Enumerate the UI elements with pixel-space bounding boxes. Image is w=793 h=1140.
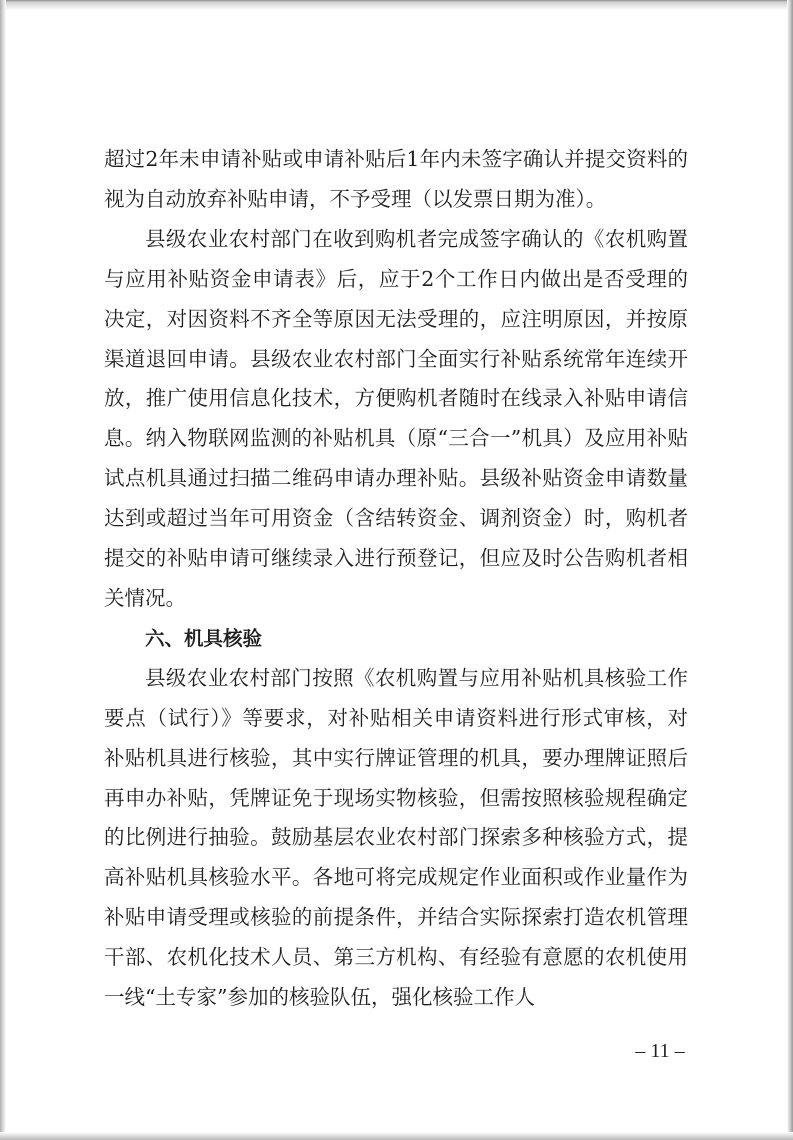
scan-border-right <box>787 0 793 1140</box>
paragraph-application-acceptance: 县级农业农村部门在收到购机者完成签字确认的《农机购置与应用补贴资金申请表》后，应于2个工作日内做出是否受理的决定，对因资料不齐全等原因无法受理的，应注明原因，并按原渠道退回申请。县级农业农村部门全面实行补贴系统常年连续开放，推广使用信息化技术，方便购机者随时在线录入补贴申请信息。纳入物联网监测的补贴机具（原“三合一”机具）及应用补贴试点机具通过扫描二维码申请办理补贴。县级补贴资金申请数量达到或超过当年可用资金（含结转资金、调剂资金）时，购机者提交的补贴申请可继续录入进行预登记，但应及时公告购机者相关情况。 <box>104 226 688 610</box>
paragraph-continuation: 超过2年未申请补贴或申请补贴后1年内未签字确认并提交资料的视为自动放弃补贴申请，不予受理（以发票日期为准）。 <box>104 147 688 211</box>
page-number: – 11 – <box>635 1040 685 1062</box>
section-heading-machine-inspection: 六、机具核验 <box>145 626 263 650</box>
scan-border-left <box>0 0 6 1140</box>
paragraph-machine-inspection: 县级农业农村部门按照《农机购置与应用补贴机具核验工作要点（试行）》等要求，对补贴相关申请资料进行形式审核，对补贴机具进行核验，其中实行牌证管理的机具，要办理牌证照后再申办补贴，凭牌证免于现场实物核验，但需按照核验规程确定的比例进行抽验。鼓励基层农业农村部门探索多种核验方式，提高补贴机具核验水平。各地可将完成规定作业面积或作业量作为补贴申请受理或核验的前提条件，并结合实际探索打造农机管理干部、农机化技术人员、第三方机构、有经验有意愿的农机使用一线“土专家”参加的核验队伍，强化核验工作人 <box>104 665 688 1010</box>
scan-border-bottom <box>0 1132 793 1140</box>
scan-border-top <box>0 0 793 10</box>
document-body <box>104 140 688 1018</box>
